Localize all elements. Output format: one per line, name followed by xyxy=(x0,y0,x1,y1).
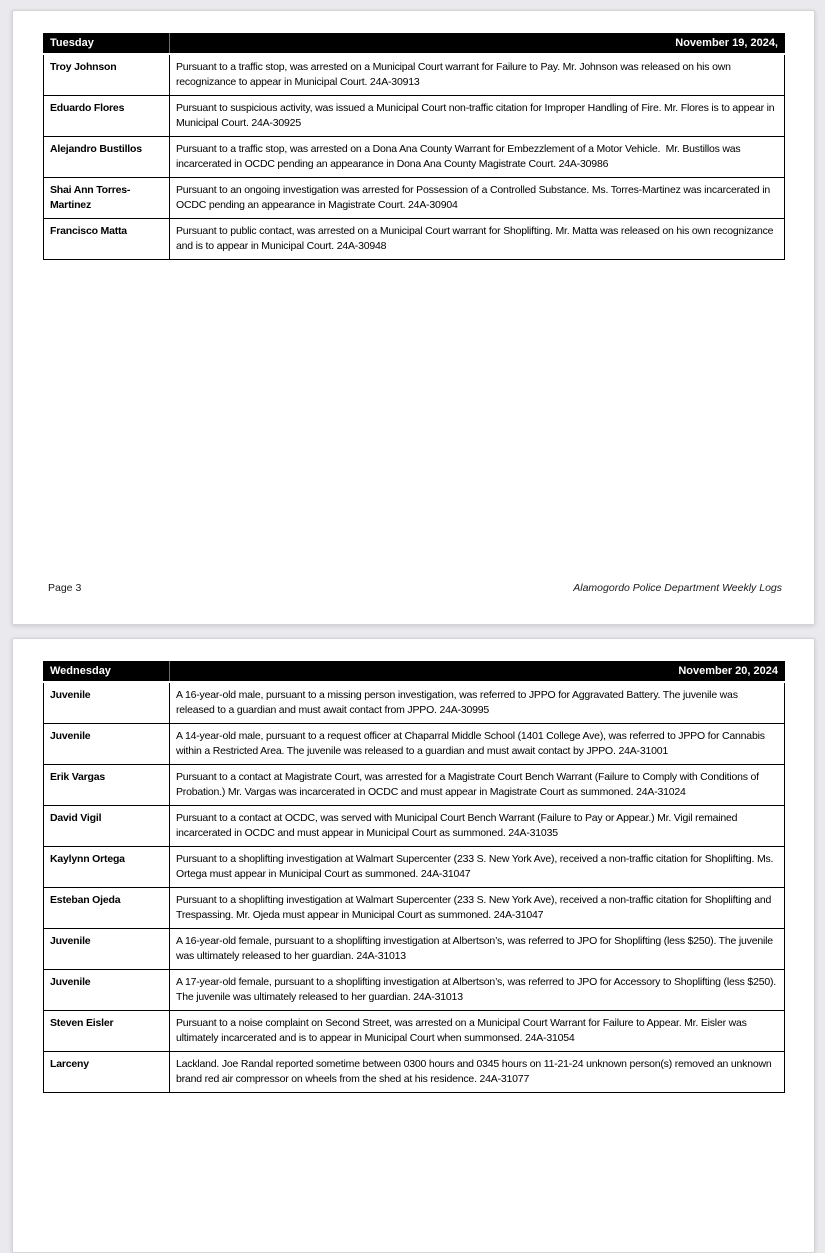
document-page-3 xyxy=(12,10,815,625)
name-cell: Eduardo Flores xyxy=(44,96,170,137)
name-cell: Esteban Ojeda xyxy=(44,888,170,929)
table-row xyxy=(44,682,785,724)
description-cell: A 14-year-old male, pursuant to a request officer at Chaparral Middle School (1401 College Ave), was referred to JPPO for Cannabis within a Restricted Area. The juvenile was released to a guardian and must await contact by JPPO. 24A-31001 xyxy=(170,724,785,765)
table-row xyxy=(44,765,785,806)
description-cell: A 16-year-old male, pursuant to a missing person investigation, was referred to JPPO for Aggravated Battery. The juvenile was released to a guardian and must await contact from JPPO. 24A-30995 xyxy=(170,682,785,724)
description-cell: Pursuant to a shoplifting investigation at Walmart Supercenter (233 S. New York Ave), received a non-traffic citation for Shoplifting. Ms. Ortega must appear in Municipal Court as summoned. 24A-31047 xyxy=(170,847,785,888)
day-header: Tuesday xyxy=(44,34,170,55)
name-cell: Erik Vargas xyxy=(44,765,170,806)
table-row xyxy=(44,178,785,219)
description-cell: Pursuant to a traffic stop, was arrested on a Municipal Court warrant for Failure to Pay. Mr. Johnson was released on his own recognizance to appear in Municipal Court. 24A-30913 xyxy=(170,54,785,96)
date-header: November 19, 2024, xyxy=(170,34,785,55)
table-row xyxy=(44,137,785,178)
description-cell: A 17-year-old female, pursuant to a shoplifting investigation at Albertson’s, was referred to JPO for Accessory to Shoplifting (less $250). The juvenile was ultimately released to her guardian. 24A-31013 xyxy=(170,970,785,1011)
name-cell: Juvenile xyxy=(44,970,170,1011)
table-row xyxy=(44,1011,785,1052)
description-cell: Pursuant to a contact at Magistrate Court, was arrested for a Magistrate Court Bench Warrant (Failure to Comply with Conditions of Probation.) Mr. Vargas was incarcerated in OCDC and must appear in Magistrate Court as summoned. 24A-31024 xyxy=(170,765,785,806)
name-cell: Troy Johnson xyxy=(44,54,170,96)
document-page-4 xyxy=(12,638,815,1253)
table-row xyxy=(44,219,785,260)
description-cell: Lackland. Joe Randal reported sometime between 0300 hours and 0345 hours on 11-21-24 unknown person(s) removed an unknown brand red air compressor on wheels from the shed at his residence. 24A-31077 xyxy=(170,1052,785,1093)
table-row xyxy=(44,847,785,888)
description-cell: Pursuant to a noise complaint on Second Street, was arrested on a Municipal Court Warrant for Failure to Appear. Mr. Eisler was ultimately incarcerated and is to appear in Municipal Court when summonsed. 24A-31054 xyxy=(170,1011,785,1052)
description-cell: Pursuant to a contact at OCDC, was served with Municipal Court Bench Warrant (Failure to Pay or Appear.) Mr. Vigil remained incarcerated in OCDC and must appear in Municipal Court as summoned. 24A-31035 xyxy=(170,806,785,847)
name-cell: Larceny xyxy=(44,1052,170,1093)
daily-log-table-tuesday xyxy=(43,33,785,260)
description-cell: A 16-year-old female, pursuant to a shoplifting investigation at Albertson’s, was referred to JPO for Shoplifting (less $250). The juvenile was ultimately released to her guardian. 24A-31013 xyxy=(170,929,785,970)
description-cell: Pursuant to public contact, was arrested on a Municipal Court warrant for Shoplifting. Mr. Matta was released on his own recognizance and is to appear in Municipal Court. 24A-30948 xyxy=(170,219,785,260)
table-row xyxy=(44,888,785,929)
table-header-row xyxy=(44,662,785,683)
table-row xyxy=(44,1052,785,1093)
name-cell: Juvenile xyxy=(44,929,170,970)
daily-log-table-wednesday xyxy=(43,661,785,1093)
name-cell: Shai Ann Torres-Martinez xyxy=(44,178,170,219)
name-cell: Steven Eisler xyxy=(44,1011,170,1052)
name-cell: Alejandro Bustillos xyxy=(44,137,170,178)
table-row xyxy=(44,929,785,970)
table-row xyxy=(44,96,785,137)
table-row xyxy=(44,970,785,1011)
table-row xyxy=(44,54,785,96)
page-footer xyxy=(48,582,782,594)
table-row xyxy=(44,724,785,765)
page-number: Page 3 xyxy=(48,582,82,594)
day-header: Wednesday xyxy=(44,662,170,683)
description-cell: Pursuant to a shoplifting investigation at Walmart Supercenter (233 S. New York Ave), received a non-traffic citation for Shoplifting and Trespassing. Mr. Ojeda must appear in Municipal Court as summoned. 24A-31047 xyxy=(170,888,785,929)
description-cell: Pursuant to a traffic stop, was arrested on a Dona Ana County Warrant for Embezzlement of a Motor Vehicle. Mr. Bustillos was incarcerated in OCDC pending an appearance in Dona Ana County Magistrate Court. 24A-30986 xyxy=(170,137,785,178)
name-cell: Juvenile xyxy=(44,724,170,765)
name-cell: David Vigil xyxy=(44,806,170,847)
date-header: November 20, 2024 xyxy=(170,662,785,683)
name-cell: Juvenile xyxy=(44,682,170,724)
name-cell: Kaylynn Ortega xyxy=(44,847,170,888)
table-row xyxy=(44,806,785,847)
description-cell: Pursuant to suspicious activity, was issued a Municipal Court non-traffic citation for Improper Handling of Fire. Mr. Flores is to appear in Municipal Court. 24A-30925 xyxy=(170,96,785,137)
description-cell: Pursuant to an ongoing investigation was arrested for Possession of a Controlled Substance. Ms. Torres-Martinez was incarcerated in OCDC pending an appearance in Magistrate Court. 24A-30904 xyxy=(170,178,785,219)
table-header-row xyxy=(44,34,785,55)
document-title-footer: Alamogordo Police Department Weekly Logs xyxy=(573,582,782,594)
name-cell: Francisco Matta xyxy=(44,219,170,260)
